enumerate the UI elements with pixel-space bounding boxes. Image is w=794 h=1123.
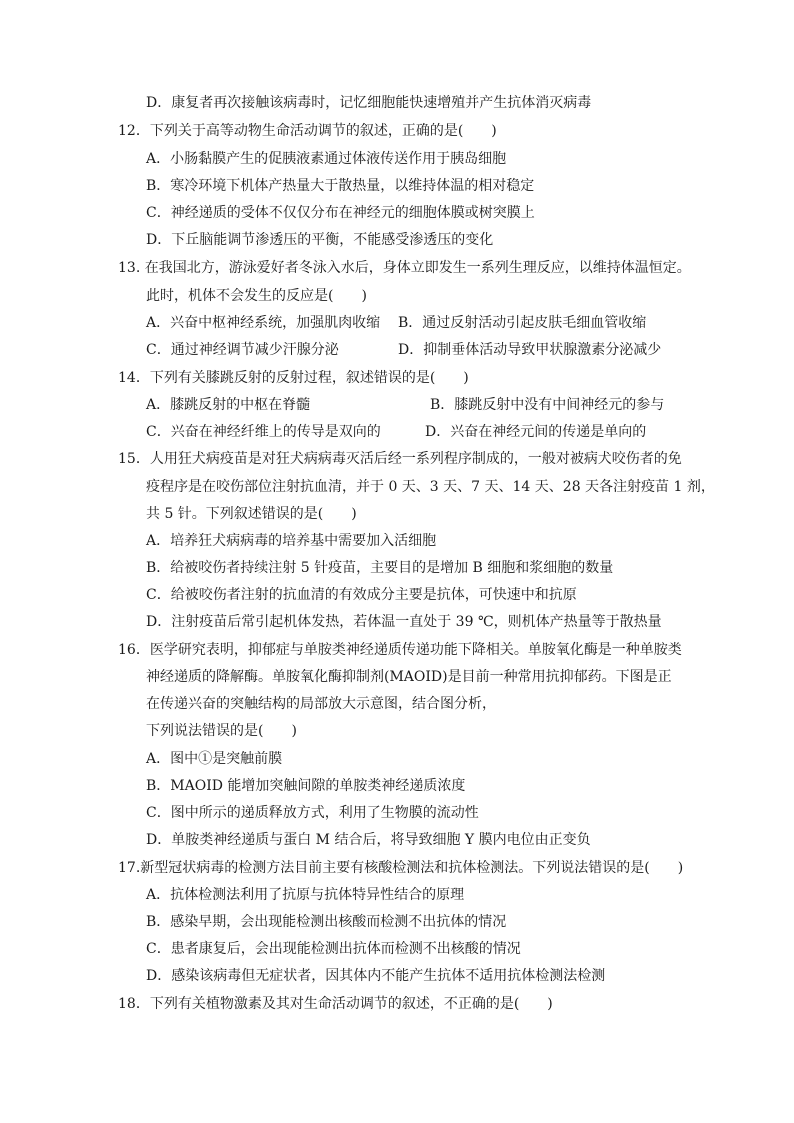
q16-stem-line3: 在传递兴奋的突触结构的局部放大示意图，结合图分析， [146, 696, 496, 712]
q12-option-b: B．寒冷环境下机体产热量大于散热量，以维持体温的相对稳定 [146, 178, 535, 194]
q17-option-c: C．患者康复后，会出现能检测出抗体而检测不出核酸的情况 [146, 941, 521, 957]
q15-stem-line3: 共 5 针。下列叙述错误的是( ) [146, 506, 357, 522]
q13-option-b: B．通过反射活动引起皮肤毛细血管收缩 [398, 315, 647, 331]
q15-option-b: B．给被咬伤者持续注射 5 针疫苗，主要目的是增加 B 细胞和浆细胞的数量 [146, 560, 614, 576]
q16-stem-line1: 16．医学研究表明，抑郁症与单胺类神经递质传递功能下降相关。单胺氧化酶是一种单胺类 [118, 642, 682, 658]
q16-stem-line2: 神经递质的降解酶。单胺氧化酶抑制剂(MAOID)是目前一种常用抗抑郁药。下图是正 [146, 669, 672, 685]
q13-stem-line1: 13. 在我国北方，游泳爱好者冬泳入水后，身体立即发生一系列生理反应，以维持体温恒定。 [118, 260, 691, 276]
q16-stem-line4: 下列说法错误的是( ) [146, 723, 297, 739]
q17-option-b: B．感染早期，会出现能检测出核酸而检测不出抗体的情况 [146, 914, 507, 930]
q16-option-a: A．图中①是突触前膜 [146, 751, 283, 767]
q15-option-a: A．培养狂犬病病毒的培养基中需要加入活细胞 [146, 533, 437, 549]
q13-stem-line2: 此时，机体不会发生的反应是( ) [146, 288, 367, 304]
q15-option-c: C．给被咬伤者注射的抗血清的有效成分主要是抗体，可快速中和抗原 [146, 587, 577, 603]
q17-stem: 17.新型冠状病毒的检测方法目前主要有核酸检测法和抗体检测法。下列说法错误的是( ) [118, 860, 684, 876]
q14-option-b: B．膝跳反射中没有中间神经元的参与 [430, 397, 665, 413]
q13-option-d: D．抑制垂体活动导致甲状腺激素分泌减少 [398, 342, 662, 358]
q14-option-a: A．膝跳反射的中枢在脊髓 [146, 397, 311, 413]
q17-option-a: A．抗体检测法利用了抗原与抗体特异性结合的原理 [146, 887, 465, 903]
q12-stem: 12．下列关于高等动物生命活动调节的叙述，正确的是( ) [118, 123, 497, 139]
q11-option-d: D．康复者再次接触该病毒时，记忆细胞能快速增殖并产生抗体消灭病毒 [146, 95, 592, 111]
q14-stem: 14．下列有关膝跳反射的反射过程，叙述错误的是( ) [118, 370, 469, 386]
q13-option-c: C．通过神经调节减少汗腺分泌 [146, 342, 339, 358]
q15-stem-line2: 疫程序是在咬伤部位注射抗血清，并于 0 天、3 天、7 天、14 天、28 天各注射疫苗 1 剂， [146, 479, 715, 495]
q14-option-d: D．兴奋在神经元间的传递是单向的 [425, 424, 647, 440]
q16-option-b: B．MAOID 能增加突触间隙的单胺类神经递质浓度 [146, 778, 466, 794]
q14-option-c: C．兴奋在神经纤维上的传导是双向的 [146, 424, 381, 440]
q12-option-d: D．下丘脑能调节渗透压的平衡，不能感受渗透压的变化 [146, 232, 494, 248]
q18-stem: 18．下列有关植物激素及其对生命活动调节的叙述，不正确的是( ) [118, 996, 553, 1012]
q17-option-d: D．感染该病毒但无症状者，因其体内不能产生抗体不适用抗体检测法检测 [146, 968, 606, 984]
q13-option-a: A．兴奋中枢神经系统，加强肌肉收缩 [146, 315, 381, 331]
q15-stem-line1: 15．人用狂犬病疫苗是对狂犬病病毒灭活后经一系列程序制成的，一般对被病犬咬伤者的免 [118, 451, 682, 467]
q15-option-d: D．注射疫苗后常引起机体发热，若体温一直处于 39 ℃，则机体产热量等于散热量 [146, 614, 662, 630]
q12-option-a: A．小肠黏膜产生的促胰液素通过体液传送作用于胰岛细胞 [146, 151, 507, 167]
q16-option-c: C．图中所示的递质释放方式，利用了生物膜的流动性 [146, 805, 479, 821]
q16-option-d: D．单胺类神经递质与蛋白 M 结合后，将导致细胞 Y 膜内电位由正变负 [146, 832, 591, 848]
q12-option-c: C．神经递质的受体不仅仅分布在神经元的细胞体膜或树突膜上 [146, 205, 535, 221]
